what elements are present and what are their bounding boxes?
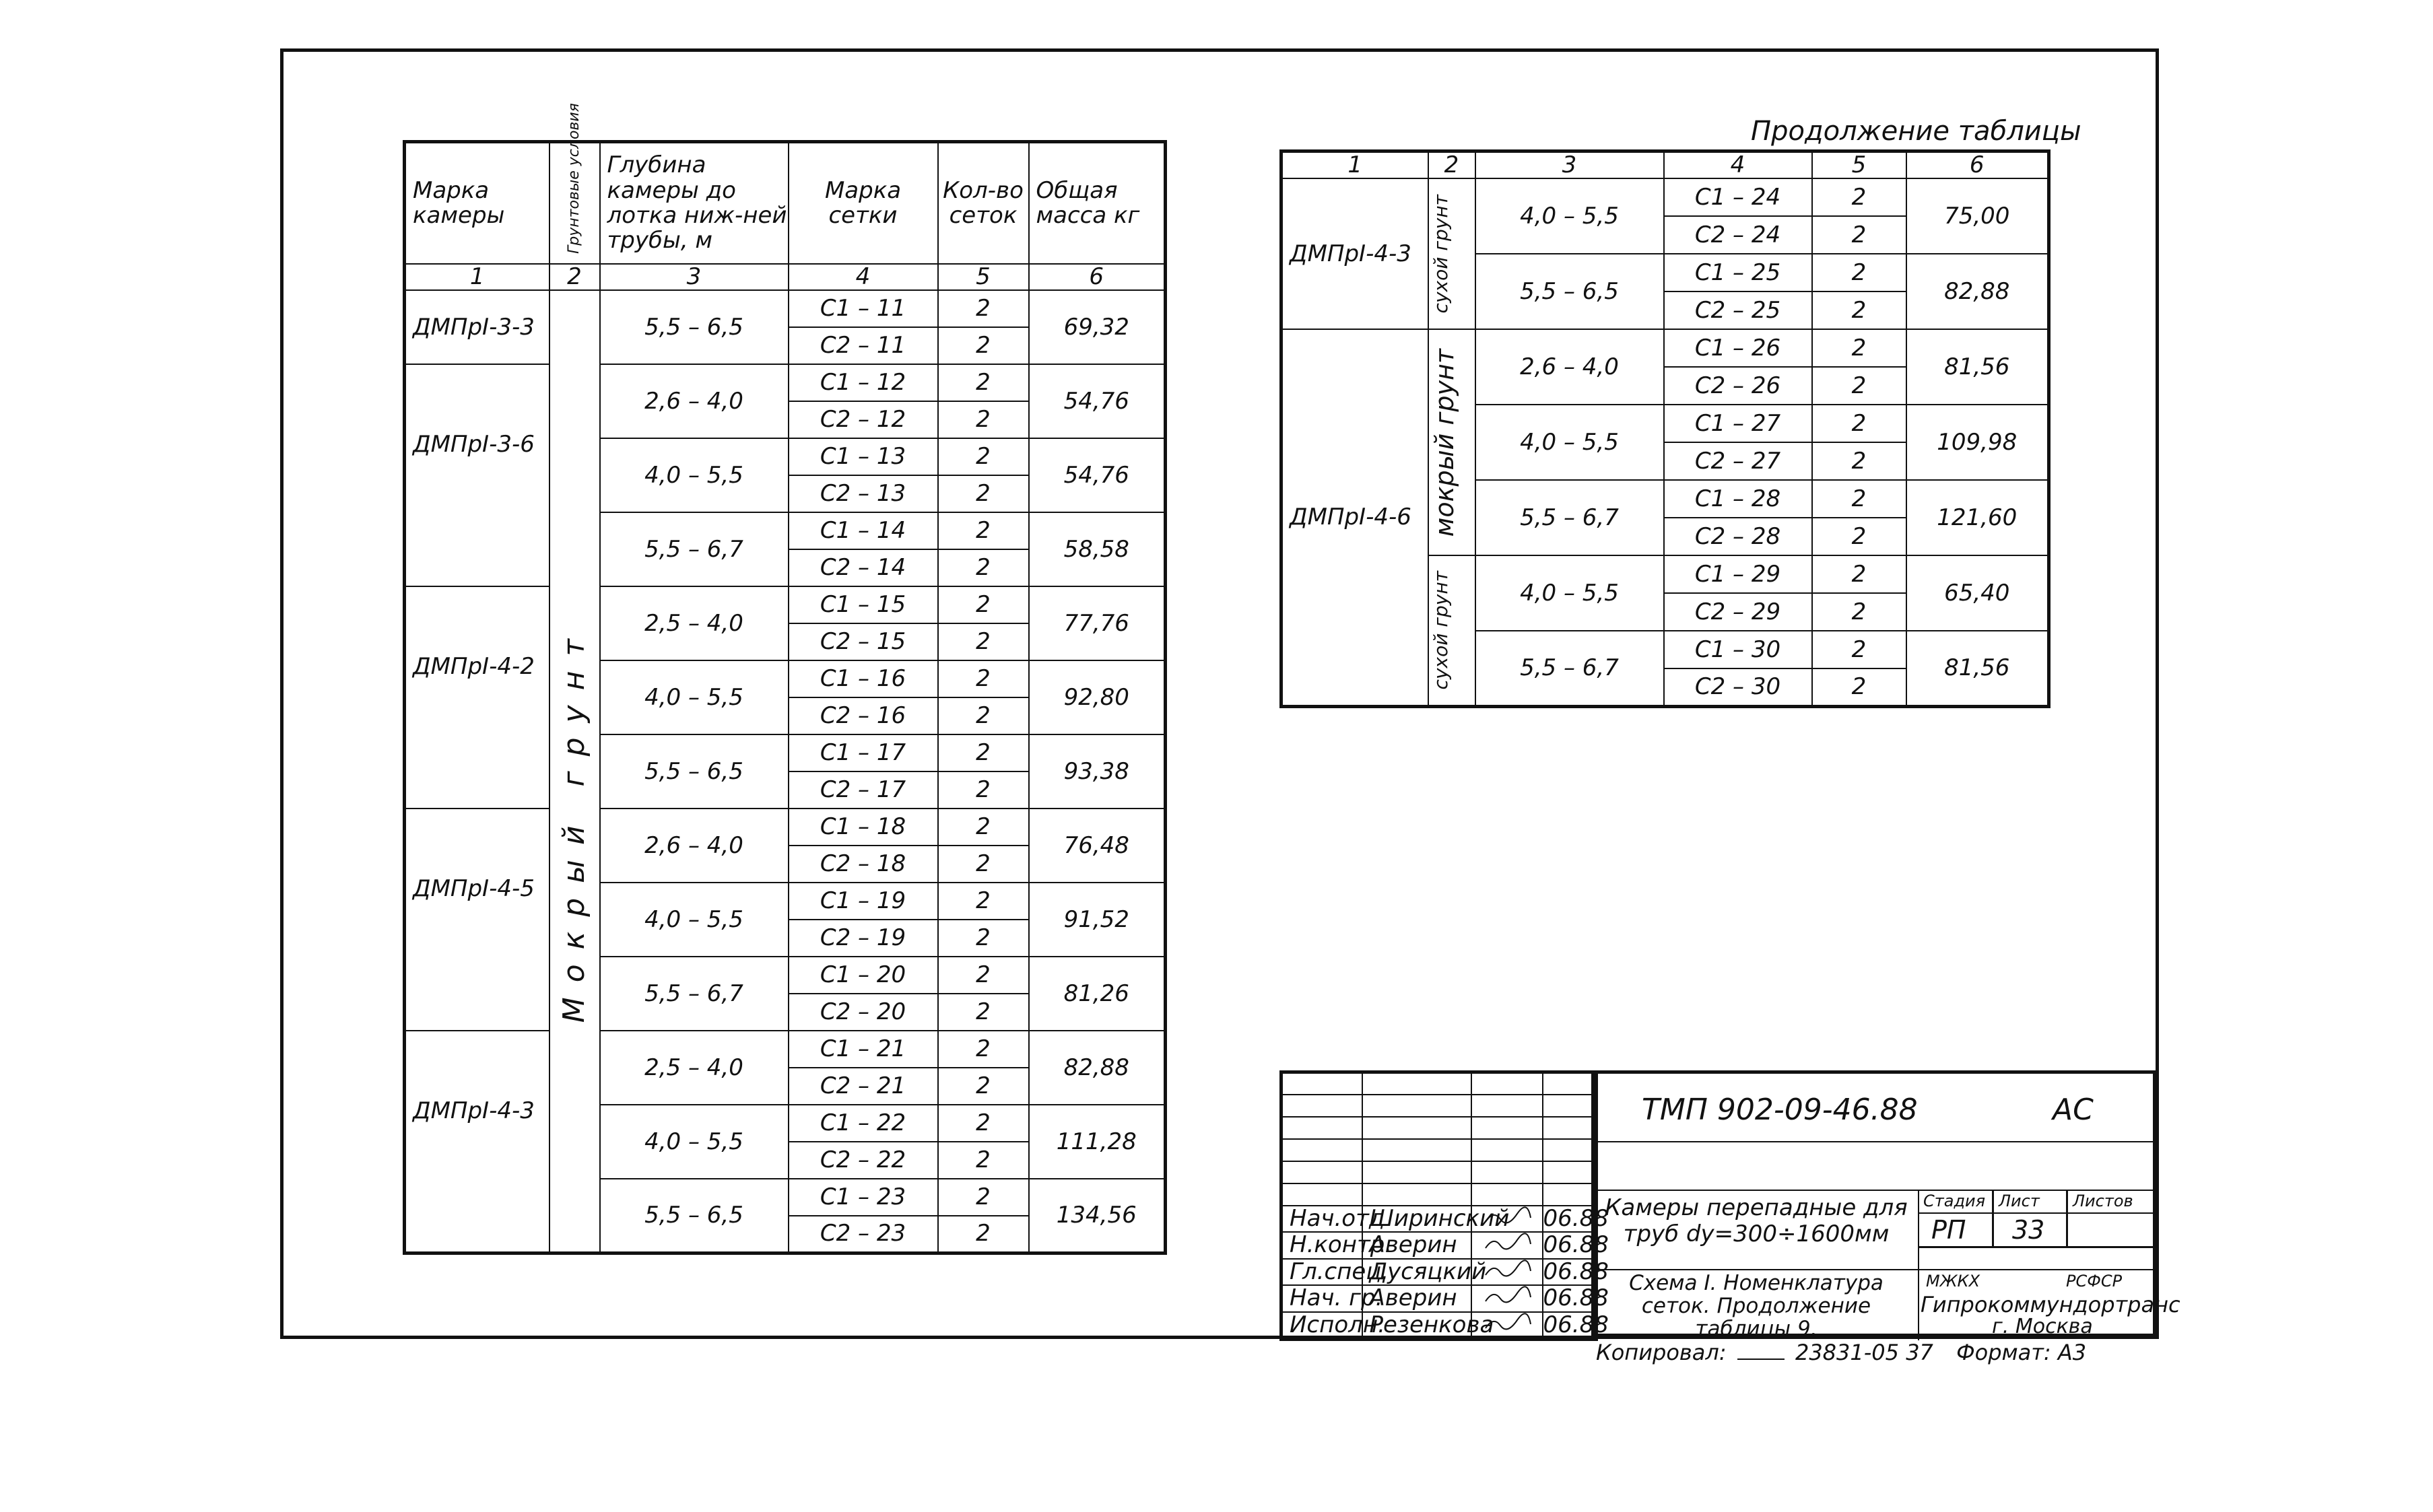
role: Нач.отд: [1281, 1206, 1362, 1232]
mesh-mark: С2 – 26: [1664, 367, 1812, 405]
date: 06.88: [1543, 1205, 1609, 1232]
empty-row: [1281, 1161, 1597, 1183]
col-number: 1: [405, 264, 549, 290]
mesh-mark: С1 – 21: [789, 1031, 938, 1068]
mesh-mark: С1 – 12: [789, 364, 938, 401]
mesh-count: 2: [938, 549, 1029, 586]
mesh-count: 2: [1812, 668, 1906, 706]
empty-row: [1281, 1139, 1597, 1161]
camera-mark: ДМПрI-3-6: [405, 364, 549, 586]
mesh-count: 2: [1812, 593, 1906, 631]
col-number: 4: [1664, 151, 1812, 179]
role: Гл.спец.: [1281, 1259, 1362, 1285]
mesh-count: 2: [938, 883, 1029, 920]
empty-row: [1281, 1183, 1597, 1206]
mesh-count: 2: [1812, 442, 1906, 480]
person-name: Дусяцкий: [1362, 1259, 1471, 1285]
col-number: 6: [1906, 151, 2049, 179]
mesh-mark: С1 – 29: [1664, 555, 1812, 593]
role: Исполн.: [1281, 1312, 1362, 1340]
mesh-mark: С1 – 24: [1664, 178, 1812, 216]
approval-row: [1281, 1206, 1597, 1232]
total-mass: 69,32: [1029, 290, 1166, 364]
total-mass: 76,48: [1029, 809, 1166, 883]
mesh-mark: С1 – 11: [789, 290, 938, 327]
mesh-count: 2: [938, 846, 1029, 883]
mesh-mark: С2 – 14: [789, 549, 938, 586]
header-depth: Глубина камеры до лотка ниж-ней трубы, м: [600, 142, 789, 265]
mesh-mark: С1 – 30: [1664, 631, 1812, 668]
mesh-count: 2: [938, 512, 1029, 549]
soil-condition: Мокрый грунт: [549, 290, 600, 1253]
total-mass: 81,56: [1906, 631, 2049, 706]
title-block-right: [1591, 1070, 2180, 1342]
mesh-mark: С1 – 18: [789, 809, 938, 846]
depth-range: 4,0 – 5,5: [600, 883, 789, 957]
mesh-count: 2: [938, 957, 1029, 994]
org-republic: РСФСР: [2066, 1272, 2123, 1291]
org-name: Гипрокоммундортранс: [1921, 1292, 2180, 1317]
mesh-count: 2: [938, 623, 1029, 660]
signature: [1471, 1312, 1543, 1340]
col-number: 3: [1475, 151, 1664, 179]
mesh-mark: С1 – 23: [789, 1179, 938, 1216]
mesh-count: 2: [1812, 631, 1906, 668]
sheet-number: 33: [2012, 1215, 2045, 1245]
total-mass: 82,88: [1906, 254, 2049, 329]
empty-row: [1281, 1072, 1597, 1095]
person-name: Резенкова: [1362, 1312, 1471, 1340]
mesh-mark: С2 – 25: [1664, 291, 1812, 329]
table-continuation-caption: Продолжение таблицы: [1751, 116, 2081, 147]
approval-grid: [1279, 1070, 1609, 1341]
copy-number: 23831-05 37: [1795, 1340, 1933, 1365]
depth-range: 4,0 – 5,5: [600, 660, 789, 734]
table-row: [1281, 329, 2049, 367]
date: 06.88: [1543, 1284, 1609, 1312]
copied-signature: [1737, 1359, 1785, 1360]
col-number: 5: [938, 264, 1029, 290]
depth-range: 5,5 – 6,5: [600, 290, 789, 364]
depth-range: 5,5 – 6,5: [600, 734, 789, 809]
approval-row: [1281, 1312, 1597, 1340]
stage-label: Стадия: [1923, 1192, 1986, 1210]
mesh-count: 2: [1812, 329, 1906, 367]
person-name: Аверин: [1362, 1232, 1471, 1258]
total-mass: 54,76: [1029, 438, 1166, 512]
col-number: 1: [1281, 151, 1428, 179]
soil-condition: сухой грунт: [1428, 555, 1475, 706]
mesh-count: 2: [1812, 405, 1906, 442]
table-row: [405, 290, 1166, 327]
total-mass: 92,80: [1029, 660, 1166, 734]
header-row: [405, 142, 1166, 265]
sheet-label: Лист: [1999, 1192, 2040, 1210]
mesh-count: 2: [938, 475, 1029, 512]
mesh-count: 2: [938, 401, 1029, 438]
soil-condition: сухой грунт: [1428, 178, 1475, 329]
col-number: 5: [1812, 151, 1906, 179]
soil-condition: мокрый грунт: [1428, 329, 1475, 555]
format-label: Формат: А3: [1956, 1340, 2087, 1365]
role: Нач. гр.: [1281, 1285, 1362, 1311]
org-city: г. Москва: [1992, 1315, 2093, 1338]
col-number: 3: [600, 264, 789, 290]
column-number-row: [1281, 151, 2049, 179]
mesh-count: 2: [938, 290, 1029, 327]
depth-range: 5,5 – 6,7: [1475, 631, 1664, 706]
mesh-count: 2: [1812, 216, 1906, 254]
mesh-mark: С2 – 16: [789, 697, 938, 734]
mesh-count: 2: [1812, 291, 1906, 329]
mesh-count: 2: [938, 364, 1029, 401]
title-block: [1279, 1070, 2180, 1342]
mesh-mark: С2 – 13: [789, 475, 938, 512]
mesh-count: 2: [938, 660, 1029, 697]
mesh-count: 2: [938, 734, 1029, 771]
copy-line: [1596, 1340, 2086, 1365]
doc-code: ТМП 902-09-46.88: [1642, 1093, 1918, 1127]
mesh-mark: С1 – 22: [789, 1105, 938, 1142]
approval-row: [1281, 1285, 1597, 1311]
depth-range: 4,0 – 5,5: [1475, 405, 1664, 480]
camera-mark: ДМПрI-4-3: [1281, 178, 1428, 329]
header-count: Кол-во сеток: [938, 142, 1029, 265]
header-mesh: Марка сетки: [789, 142, 938, 265]
mesh-count: 2: [938, 1031, 1029, 1068]
mesh-mark: С1 – 16: [789, 660, 938, 697]
approval-row: [1281, 1232, 1597, 1258]
signature: [1471, 1206, 1543, 1232]
total-mass: 109,98: [1906, 405, 2049, 480]
mesh-count: 2: [938, 920, 1029, 957]
mesh-mark: С2 – 29: [1664, 593, 1812, 631]
mesh-mark: С2 – 21: [789, 1068, 938, 1105]
total-mass: 134,56: [1029, 1179, 1166, 1253]
col-number: 4: [789, 264, 938, 290]
depth-range: 5,5 – 6,7: [600, 512, 789, 586]
person-name: Аверин: [1362, 1285, 1471, 1311]
mesh-mark: С2 – 22: [789, 1142, 938, 1179]
mesh-count: 2: [938, 1105, 1029, 1142]
total-mass: 82,88: [1029, 1031, 1166, 1105]
mesh-count: 2: [938, 809, 1029, 846]
depth-range: 5,5 – 6,7: [1475, 480, 1664, 555]
role: Н.контр.: [1281, 1232, 1362, 1258]
table-row: [405, 809, 1166, 846]
person-name: Ширинский: [1362, 1206, 1471, 1232]
mesh-mark: С1 – 20: [789, 957, 938, 994]
col-number: 2: [549, 264, 600, 290]
mesh-count: 2: [938, 327, 1029, 364]
header-soil: Грунтовые условия: [549, 142, 600, 265]
mesh-count: 2: [938, 994, 1029, 1031]
depth-range: 5,5 – 6,7: [600, 957, 789, 1031]
total-mass: 93,38: [1029, 734, 1166, 809]
date: 06.88: [1543, 1311, 1609, 1338]
mesh-count: 2: [1812, 254, 1906, 291]
mesh-mark: С1 – 28: [1664, 480, 1812, 518]
col-number: 2: [1428, 151, 1475, 179]
date: 06.88: [1543, 1258, 1609, 1285]
total-mass: 91,52: [1029, 883, 1166, 957]
org-ministry: МЖКХ: [1926, 1272, 1980, 1291]
signature: [1471, 1285, 1543, 1311]
mesh-mark: С2 – 18: [789, 846, 938, 883]
total-mass: 75,00: [1906, 178, 2049, 254]
mesh-mark: С1 – 19: [789, 883, 938, 920]
mesh-mark: С2 – 20: [789, 994, 938, 1031]
depth-range: 4,0 – 5,5: [600, 438, 789, 512]
depth-range: 2,6 – 4,0: [1475, 329, 1664, 405]
date: 06.88: [1543, 1231, 1609, 1259]
camera-mark: ДМПрI-3-3: [405, 290, 549, 364]
mesh-mark: С1 – 13: [789, 438, 938, 475]
mesh-mark: С2 – 15: [789, 623, 938, 660]
table-row: [1281, 178, 2049, 216]
depth-range: 4,0 – 5,5: [1475, 178, 1664, 254]
copied-by-label: Копировал:: [1596, 1340, 1727, 1365]
mesh-count: 2: [1812, 555, 1906, 593]
col-number: 6: [1029, 264, 1166, 290]
mesh-mark: С2 – 19: [789, 920, 938, 957]
mesh-mark: С1 – 27: [1664, 405, 1812, 442]
depth-range: 2,5 – 4,0: [600, 586, 789, 660]
mesh-count: 2: [938, 697, 1029, 734]
signature: [1471, 1259, 1543, 1285]
depth-range: 2,6 – 4,0: [600, 809, 789, 883]
mesh-count: 2: [1812, 178, 1906, 216]
mesh-mark: С2 – 28: [1664, 518, 1812, 555]
total-mass: 58,58: [1029, 512, 1166, 586]
table-row: [405, 586, 1166, 623]
column-number-row: [405, 264, 1166, 290]
table-row: [405, 364, 1166, 401]
section-code: АС: [2053, 1093, 2094, 1127]
mesh-count: 2: [938, 1068, 1029, 1105]
depth-range: 4,0 – 5,5: [1475, 555, 1664, 631]
mesh-mark: С2 – 23: [789, 1216, 938, 1253]
total-mass: 54,76: [1029, 364, 1166, 438]
empty-row: [1281, 1117, 1597, 1139]
mesh-count: 2: [1812, 367, 1906, 405]
camera-mark: ДМПрI-4-5: [405, 809, 549, 1031]
mesh-count: 2: [938, 586, 1029, 623]
depth-range: 5,5 – 6,5: [600, 1179, 789, 1253]
mesh-count: 2: [938, 1216, 1029, 1253]
right-table: [1279, 149, 2051, 708]
camera-mark: ДМПрI-4-2: [405, 586, 549, 809]
mesh-mark: С1 – 25: [1664, 254, 1812, 291]
mesh-mark: С2 – 24: [1664, 216, 1812, 254]
signature: [1471, 1232, 1543, 1258]
total-mass: 65,40: [1906, 555, 2049, 631]
total-mass: 81,56: [1906, 329, 2049, 405]
camera-mark: ДМПрI-4-6: [1281, 329, 1428, 706]
mesh-mark: С2 – 17: [789, 771, 938, 809]
header-mark: Марка камеры: [405, 142, 549, 265]
sheets-label: Листов: [2073, 1192, 2133, 1210]
mesh-mark: С2 – 30: [1664, 668, 1812, 706]
mesh-mark: С2 – 12: [789, 401, 938, 438]
mesh-count: 2: [1812, 518, 1906, 555]
depth-range: 4,0 – 5,5: [600, 1105, 789, 1179]
header-mass: Общая масса кг: [1029, 142, 1166, 265]
total-mass: 77,76: [1029, 586, 1166, 660]
mesh-count: 2: [938, 771, 1029, 809]
left-table: [403, 103, 1167, 1255]
mesh-mark: С1 – 26: [1664, 329, 1812, 367]
mesh-count: 2: [938, 1179, 1029, 1216]
approval-row: [1281, 1259, 1597, 1285]
table-row: [405, 1031, 1166, 1068]
mesh-mark: С1 – 17: [789, 734, 938, 771]
mesh-mark: С1 – 14: [789, 512, 938, 549]
title-line-2: Схема I. Номенклатура сеток. Продолжение таблицы 9.: [1629, 1271, 1884, 1342]
total-mass: 81,26: [1029, 957, 1166, 1031]
total-mass: 111,28: [1029, 1105, 1166, 1179]
mesh-mark: С2 – 27: [1664, 442, 1812, 480]
camera-mark: ДМПрI-4-3: [405, 1031, 549, 1253]
mesh-count: 2: [938, 438, 1029, 475]
depth-range: 5,5 – 6,5: [1475, 254, 1664, 329]
total-mass: 121,60: [1906, 480, 2049, 555]
title-line-1: Камеры перепадные для труб dу=300÷1600мм: [1605, 1194, 1908, 1248]
empty-row: [1281, 1095, 1597, 1117]
mesh-mark: С1 – 15: [789, 586, 938, 623]
depth-range: 2,6 – 4,0: [600, 364, 789, 438]
mesh-mark: С2 – 11: [789, 327, 938, 364]
mesh-count: 2: [938, 1142, 1029, 1179]
stage-value: РП: [1931, 1215, 1966, 1245]
mesh-count: 2: [1812, 480, 1906, 518]
depth-range: 2,5 – 4,0: [600, 1031, 789, 1105]
